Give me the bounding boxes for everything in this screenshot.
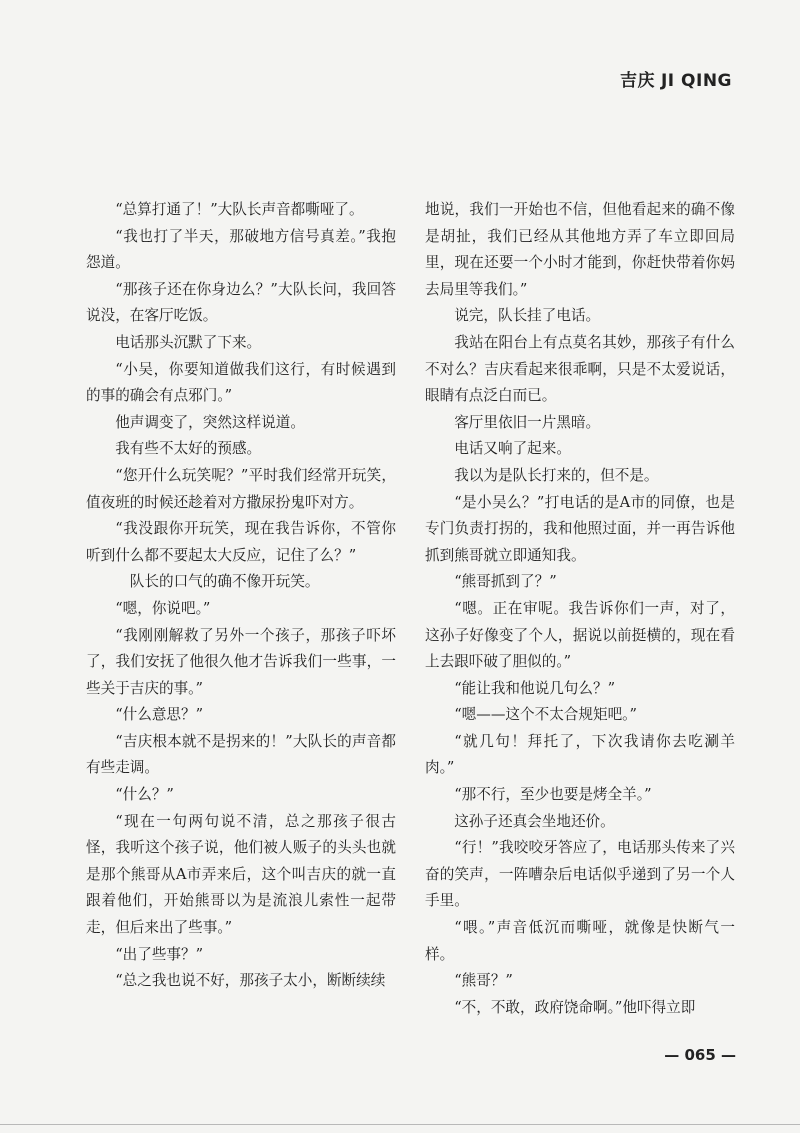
right-text-column bbox=[425, 197, 735, 1021]
paragraph: 我以为是队长打来的，但不是。 bbox=[454, 466, 659, 484]
paragraph: “什么意思？” bbox=[115, 706, 204, 724]
paragraph: “就几句！拜托了，下次我请你去吃涮羊肉。” bbox=[425, 732, 735, 777]
paragraph: 电话又响了起来。 bbox=[454, 440, 571, 458]
page-number: — 065 — bbox=[664, 1046, 736, 1064]
paragraph: 队长的口气的确不像开玩笑。 bbox=[129, 573, 320, 591]
paragraph: “小吴，你要知道做我们这行，有时候遇到的事的确会有点邪门。” bbox=[86, 360, 396, 405]
paragraph: “什么？” bbox=[115, 786, 174, 804]
paragraph: “不，不敢，政府饶命啊。”他吓得立即 bbox=[454, 998, 696, 1016]
paragraph: 我有些不太好的预感。 bbox=[115, 440, 262, 458]
paragraph: “您开什么玩笑呢？”平时我们经常开玩笑，值夜班的时候还趁着对方撒尿扮鬼吓对方。 bbox=[86, 466, 396, 511]
paragraph: “能让我和他说几句么？” bbox=[454, 679, 616, 697]
paragraph: “嗯。正在审呢。我告诉你们一声，对了，这孙子好像变了个人，据说以前挺横的，现在看上去跟吓破了胆似的。” bbox=[425, 599, 735, 671]
bottom-edge-divider bbox=[0, 1124, 800, 1125]
paragraph: “嗯——这个不太合规矩吧。” bbox=[454, 706, 637, 724]
running-header bbox=[620, 66, 732, 91]
header-latin-title: JI QING bbox=[660, 71, 732, 91]
header-chinese-title: 吉庆 bbox=[619, 71, 655, 91]
paragraph: “嗯，你说吧。” bbox=[115, 599, 211, 617]
paragraph: “那孩子还在你身边么？”大队长问，我回答说没，在客厅吃饭。 bbox=[86, 280, 396, 325]
paragraph: “现在一句两句说不清，总之那孩子很古怪，我听这个孩子说，他们被人贩子的头头也就是那个熊哥从A市弄来后，这个叫吉庆的就一直跟着他们，开始熊哥以为是流浪儿索性一起带走，但后来出了些事。” bbox=[86, 812, 396, 937]
paragraph: 我站在阳台上有点莫名其妙，那孩子有什么不对么？吉庆看起来很乖啊，只是不太爱说话，眼睛有点泛白而已。 bbox=[425, 333, 735, 405]
paragraph: “喂。”声音低沉而嘶哑，就像是快断气一样。 bbox=[425, 919, 735, 963]
paragraph: 他声调变了，突然这样说道。 bbox=[115, 413, 305, 431]
left-text-column bbox=[86, 197, 396, 995]
paragraph: 这孙子还真会坐地还价。 bbox=[454, 812, 615, 830]
paragraph: 地说，我们一开始也不信，但他看起来的确不像是胡扯，我们已经从其他地方弄了车立即回局里，现在还要一个小时才能到，你赶快带着你妈去局里等我们。” bbox=[425, 201, 735, 298]
paragraph: 客厅里依旧一片黑暗。 bbox=[454, 413, 601, 431]
paragraph: “总之我也说不好，那孩子太小，断断续续 bbox=[115, 972, 386, 990]
paragraph: “出了些事？” bbox=[115, 945, 204, 963]
paragraph: 说完，队长挂了电话。 bbox=[454, 307, 601, 325]
paragraph: “吉庆根本就不是拐来的！”大队长的声音都有些走调。 bbox=[86, 732, 396, 777]
paragraph: “熊哥抓到了？” bbox=[454, 573, 557, 591]
paragraph: “熊哥？” bbox=[454, 972, 513, 990]
paragraph: “我刚刚解救了另外一个孩子，那孩子吓坏了，我们安抚了他很久他才告诉我们一些事，一些关于吉庆的事。” bbox=[86, 626, 396, 697]
paragraph: “那不行，至少也要是烤全羊。” bbox=[454, 786, 652, 804]
paragraph: “总算打通了！”大队长声音都嘶哑了。 bbox=[115, 201, 364, 218]
paragraph: “行！”我咬咬牙答应了，电话那头传来了兴奋的笑声，一阵嘈杂后电话似乎递到了另一个人手里。 bbox=[425, 839, 735, 910]
paragraph: “我也打了半天，那破地方信号真差。”我抱怨道。 bbox=[86, 227, 396, 272]
paragraph: “我没跟你开玩笑，现在我告诉你，不管你听到什么都不要起太大反应，记住了么？” bbox=[86, 520, 396, 564]
paragraph: “是小吴么？”打电话的是A市的同僚，也是专门负责打拐的，我和他照过面，并一再告诉他抓到熊哥就立即通知我。 bbox=[425, 493, 735, 564]
paragraph: 电话那头沉默了下来。 bbox=[115, 333, 262, 351]
